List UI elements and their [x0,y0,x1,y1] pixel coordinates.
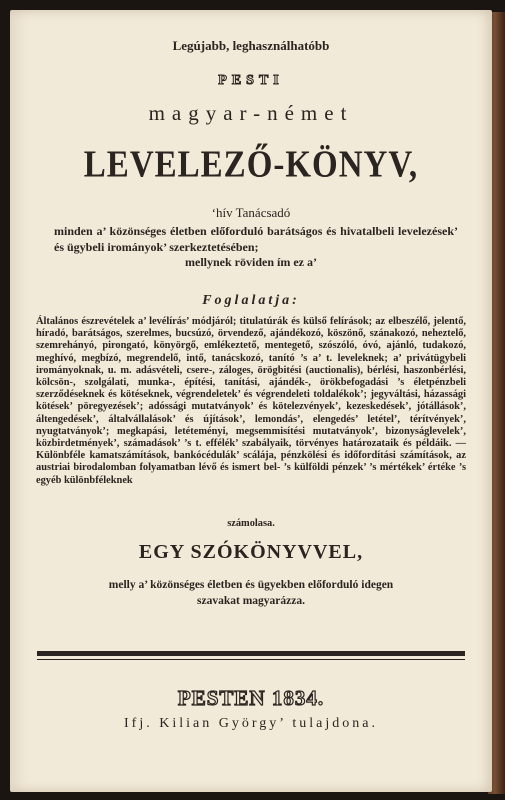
contents-end: számolasa. [227,518,275,529]
imprint-place-year: PESTEN 1834. [177,686,325,710]
contents-body: Általános észrevételek a’ levélírás’ módjáról; titulatúrák és külső felírások; az elbeszélő, jelentő, híradó, barátságos, szerelmes, bucsúzó, örvendező, ajándékozó, köszönő, szánakozó, neheztelő, szemrehányó, pirongató, könyörgő, emlékeztető, mentegető, szószóló, óvó, ajánló, tudakozó, meghívó, megbízó, megrendelő, intő, tanácskozó, tanító ’s a’ t. leveleknek; a’ privátügybeli irományoknak, u. m. adásvételi, csere-, záloges, örögbitési (auctionalis), bérlési, haszonbérlési, kölcsön-, szolgálati, munka-, építési, tanítási, ajándék-, örökbefogadási ’s életpénzbeli szerződéseknek és kötéseknek, végrendeletek’ és végrendeleti toldalékok’; jegyváltási, házassági kötések’ pöregyezések’; adóssági mutatványok’ és kötelezvények’, kezeskedések’, jótállások’, áltengedések’, általvállalások’ és újítások’, lemondás’, elengedés’ letétel’, térítvények’, nyugtatványok’; megkapási, letéteményi, megsemmisítési mutatványok’, bizonyságlevelek’, közbirdetmények’, számadások’ ’s t. effélék’ szabályaik, törvényes határozataik és példáik. — Különbféle kamatszámítások, bankócédulák’ scálája, pénzkölési és időfordítási számítások, az austriai birodalomban folyamatban lévő és ismert bel- ’s külföldi pénzek’ ’s mértékek’ értéke ’s egyéb különbféleknek [36,316,466,486]
city-title: PESTI [218,73,284,88]
main-title: LEVELEZŐ-KÖNYV, [83,144,419,186]
intro-last-line: mellynek röviden ím ez a’ [185,255,317,269]
subtitle-line: Legújabb, leghasználhatóbb [172,38,330,53]
imprint-printer: Ifj. Kilian György’ tulajdona. [124,716,378,731]
divider-thin [37,659,465,660]
dictionary-desc-1: melly a’ közönséges életben és ügyekben előforduló idegen [108,579,394,591]
divider-thick [37,651,465,656]
contents-heading: Foglalatja: [202,293,300,308]
dictionary-desc-2: szavakat magyarázza. [197,595,305,607]
advisor-line: ʻhív Tanácsadó [211,205,291,220]
intro-paragraph: minden a’ közönséges életben előforduló barátságos és hivatalbeli levelezések’ és ügybeli irományok’ szerkeztetésében; [54,224,458,254]
language-title: magyar-német [148,101,354,125]
dictionary-heading: EGY SZÓKÖNYVVEL, [138,541,364,563]
title-page [10,10,492,792]
